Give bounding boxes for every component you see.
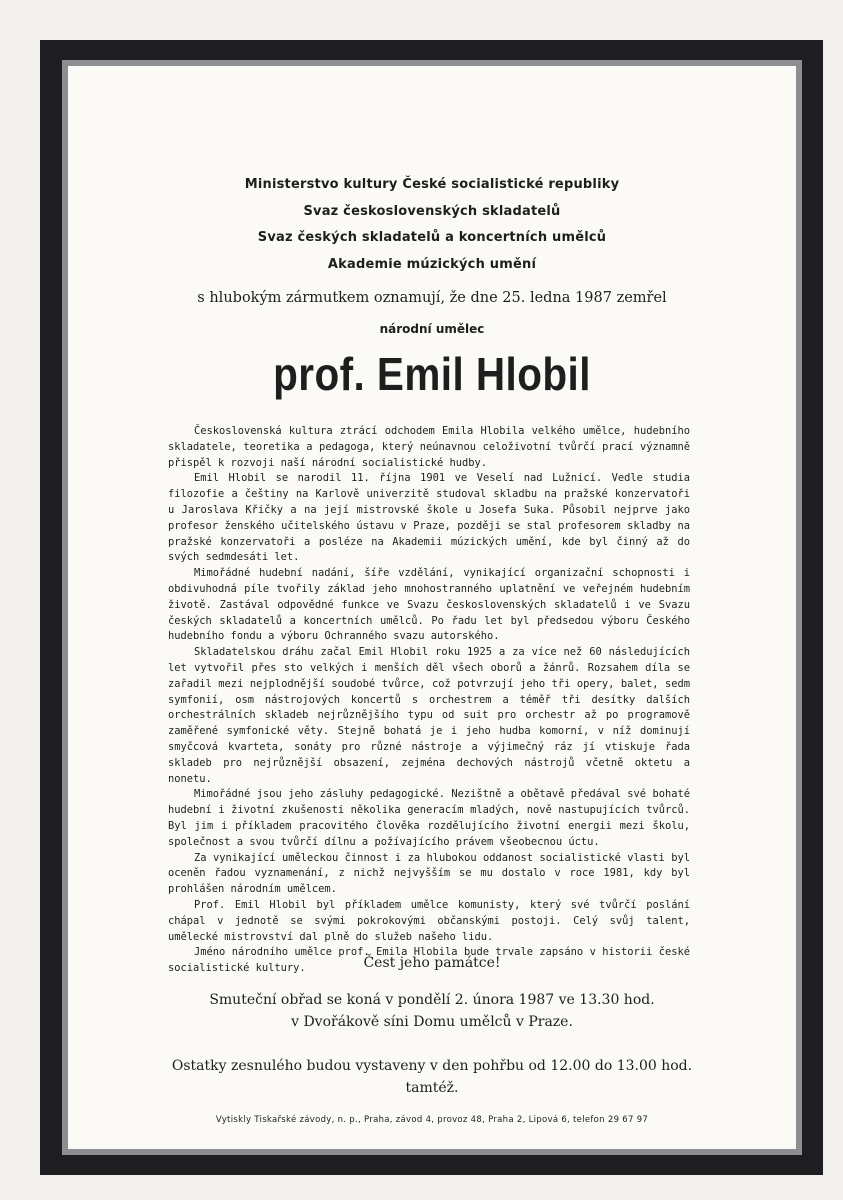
paragraph: Skladatelskou dráhu začal Emil Hlobil roku 1925 a za více než 60 následujících let vytvořil přes sto velkých i menších děl všech oborů a žánrů. Rozsahem díla se zařadil mezi nejplodnější soudobé tvůrce, což potvrzují jeho tři opery, balet, sedm symfonií, osm nástrojových koncertů s orchestrem a téměř tři desítky dalších orchestrálních skladeb nejrůznějšího typu od suit pro orchestr až po programově zaměřené symfonické věty. Stejně bohatá je i jeho hudba komorní, v níž dominují smyčcová kvarteta, sonáty pro různé nástroje a výjimečný ráz jí vtiskuje řada skladeb pro nejrůznější obsazení, zejména dechových nástrojů včetně oktetu a nonetu.: [168, 646, 690, 785]
paragraph: Československá kultura ztrácí odchodem Emila Hlobila velkého umělce, hudebního skladatele, teoretika a pedagoga, který neúnavnou celoživotní tvůrčí prací významně přispěl k rozvoji naší národní socialistické hudby.: [168, 425, 690, 469]
obituary-body: [168, 424, 690, 977]
ceremony-line-2: v Dvořákově síni Domu umělců v Praze.: [291, 1014, 573, 1030]
paragraph: Mimořádné jsou jeho zásluhy pedagogické. Nezištně a obětavě předával své bohaté hudební i životní zkušenosti několika generacím mladých, nově nastupujících tvůrců. Byl jim i příkladem pracovitého člověka rozdělujícího životní energii mezi školu, společnost a svou tvůrčí dílnu a požívajícího právem všeobecnou úctu.: [168, 788, 690, 848]
paragraph: Za vynikající uměleckou činnost i za hlubokou oddanost socialistické vlasti byl oceněn řadou vyznamenání, z nichž nejvyšším se mu dostalo v roce 1981, kdy byl prohlášen národním umělcem.: [168, 851, 690, 896]
viewing-line-2: tamtéž.: [405, 1080, 459, 1096]
paragraph: Mimořádné hudební nadání, šíře vzdělání, vynikající organizační schopnosti i obdivuhodná píle tvořily základ jeho mnohostranného uplatnění ve veřejném hudebním životě. Zastával odpovědné funkce ve Svazu československých skladatelů i ve Svazu českých skladatelů a koncertních umělců. Po řadu let byl předsedou výboru Českého hudebního fondu a výboru Ochranného svazu autorského.: [168, 567, 690, 643]
deceased-name: prof. Emil Hlobil: [273, 348, 591, 400]
announcement: s hlubokým zármutkem oznamují, že dne 25. ledna 1987 zemřel: [197, 290, 667, 306]
ceremony-info: [68, 989, 796, 1033]
paragraph: Jméno národního umělce prof. Emila Hlobila bude trvale zapsáno v historii české socialistické kultury.: [168, 946, 690, 975]
viewing-line-1: Ostatky zesnulého budou vystaveny v den pohřbu od 12.00 do 13.00 hod.: [171, 1058, 693, 1074]
org-ministry: Ministerstvo kultury České socialistické republiky: [244, 177, 620, 192]
org-czech-composers: Svaz českých skladatelů a koncertních umělců: [257, 230, 607, 245]
org-academy: Akademie múzických umění: [327, 256, 537, 272]
paragraph: Prof. Emil Hlobil byl příkladem umělce komunisty, který své tvůrčí poslání chápal v jednotě se svými pokrokovými občanskými postoji. Celý svůj talent, umělecké mistrovství dal plně do služeb našeho lidu.: [168, 898, 690, 943]
printer-imprint: Vytiskly Tiskařské závody, n. p., Praha, závod 4, provoz 48, Praha 2, Lipová 6, telefon 29 67 97: [215, 1115, 649, 1125]
header: [68, 172, 796, 402]
closing: [68, 955, 796, 1099]
paragraph: Emil Hlobil se narodil 11. října 1901 ve Veselí nad Lužnicí. Vedle studia filozofie a češtiny na Karlově univerzitě studoval skladbu na pražské konzervatoři u Jaroslava Křičky a na její mistrovské škole u Josefa Suka. Působil nejprve jako profesor ženského učitelského ústavu v Praze, později se stal profesorem skladby na pražské konzervatoři a posléze na Akademii múzických umění, kde byl činný až do svých sedmdesáti let.: [168, 472, 690, 564]
honor-line: Čest jeho památce!: [363, 955, 501, 971]
ceremony-line-1: Smuteční obřad se koná v pondělí 2. února 1987 ve 13.30 hod.: [209, 992, 655, 1008]
viewing-info: [68, 1055, 796, 1099]
org-czechoslovak-composers: Svaz československých skladatelů: [303, 203, 561, 219]
honorific: národní umělec: [379, 322, 485, 336]
